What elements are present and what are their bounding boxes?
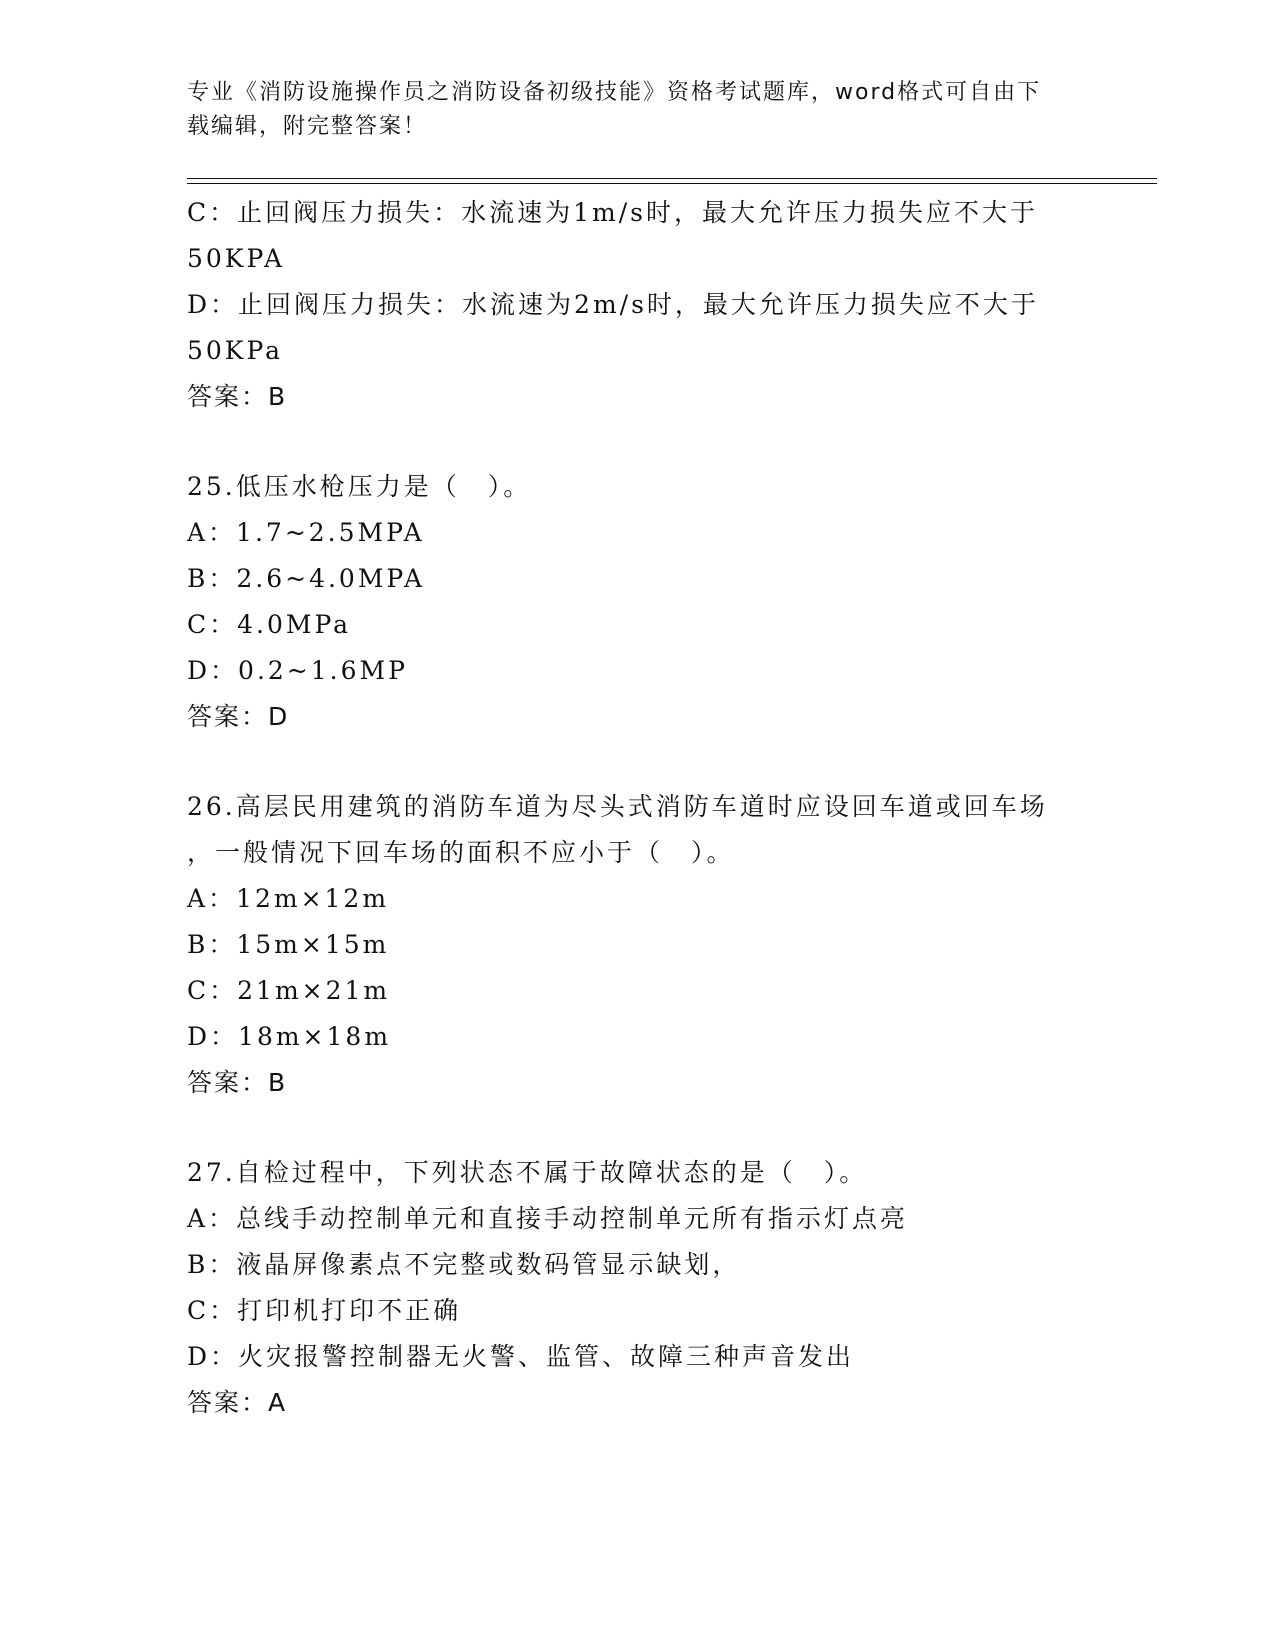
option-line: 50KPA <box>187 244 286 273</box>
option-c: C：打印机打印不正确 <box>187 1296 462 1325</box>
option-d: D：18m×18m <box>187 1022 392 1051</box>
option-a: A：12m×12m <box>187 884 390 913</box>
header-line-1: 专业《消防设施操作员之消防设备初级技能》资格考试题库，word格式可自由下 <box>187 80 1042 105</box>
question-25 <box>187 464 1087 740</box>
option-line: D：止回阀压力损失：水流速为2m/s时，最大允许压力损失应不大于 <box>187 290 1039 319</box>
question-stem: 27.自检过程中，下列状态不属于故障状态的是（ ）。 <box>187 1158 868 1187</box>
question-stem: 25.低压水枪压力是（ ）。 <box>187 472 532 501</box>
question-content <box>187 190 1087 1426</box>
answer-line: 答案：A <box>187 1388 288 1417</box>
continued-question <box>187 190 1087 420</box>
answer-line: 答案：D <box>187 702 290 731</box>
option-b: B：2.6~4.0MPA <box>187 564 426 593</box>
option-a: A：总线手动控制单元和直接手动控制单元所有指示灯点亮 <box>187 1204 909 1233</box>
header-divider-bottom <box>187 183 1157 184</box>
question-27 <box>187 1150 1087 1426</box>
option-c: C：4.0MPa <box>187 610 352 639</box>
question-26 <box>187 784 1087 1106</box>
header-divider-top <box>187 178 1157 179</box>
option-line: 50KPa <box>187 336 284 365</box>
page-header <box>187 76 1067 144</box>
answer-line: 答案：B <box>187 382 288 411</box>
option-d: D：0.2~1.6MP <box>187 656 408 685</box>
answer-line: 答案：B <box>187 1068 288 1097</box>
option-a: A：1.7~2.5MPA <box>187 518 425 547</box>
question-stem-continued: ，一般情况下回车场的面积不应小于（ ）。 <box>187 838 735 867</box>
option-c: C：21m×21m <box>187 976 391 1005</box>
option-line: C：止回阀压力损失：水流速为1m/s时，最大允许压力损失应不大于 <box>187 198 1038 227</box>
question-stem: 26.高层民用建筑的消防车道为尽头式消防车道时应设回车道或回车场 <box>187 792 1048 821</box>
option-b: B：液晶屏像素点不完整或数码管显示缺划， <box>187 1250 741 1279</box>
option-d: D：火灾报警控制器无火警、监管、故障三种声音发出 <box>187 1342 855 1371</box>
option-b: B：15m×15m <box>187 930 390 959</box>
header-line-2: 载编辑，附完整答案！ <box>187 114 428 139</box>
